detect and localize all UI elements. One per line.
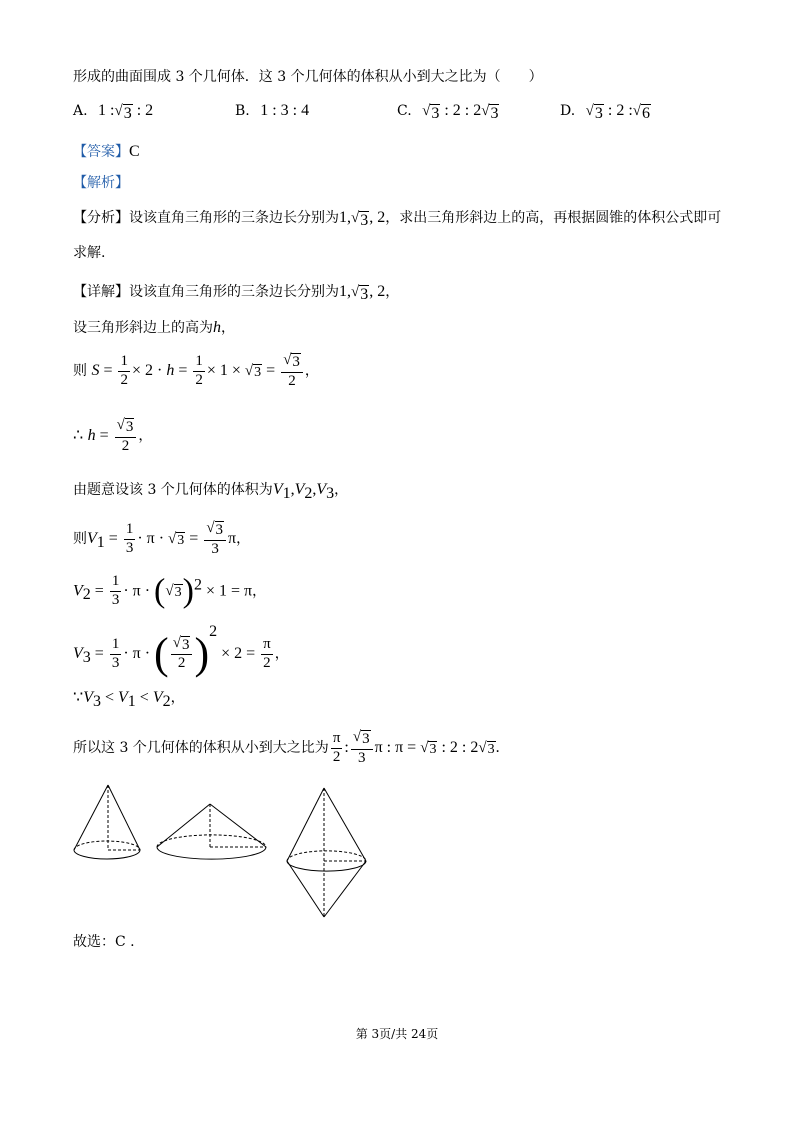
xiangjie-tail: ，: [385, 284, 400, 300]
option-a: A. 1 : √ 3 : 2: [73, 102, 154, 122]
conclusion-tail: .: [495, 739, 500, 757]
v3-formula: $V_3$ = $\frac{1}{3}$ · π · ( √ 3 2 )$^2$ × 2 = $\frac{\pi}{2}$ ，: [73, 623, 289, 678]
option-c-label: C.: [397, 103, 412, 119]
option-a-label: A.: [73, 103, 88, 119]
cone-1: [74, 785, 140, 859]
step-v: 由题意设该 3 个几何体的体积为$V_1,V_2,V_3$，: [73, 481, 349, 502]
cone-3: [287, 788, 366, 917]
option-b-content: 1 : 3 : 4: [260, 102, 310, 119]
v2-formula: $V_2$ = $\frac{1}{3}$ · π · ( √ 3 )$^2$ × 1 = π，: [73, 572, 267, 610]
step-h-var: h: [213, 319, 221, 336]
answer-value: C: [129, 143, 140, 160]
step-h-tail: ，: [221, 320, 235, 336]
option-d-label: D.: [560, 103, 576, 119]
step-s-tail: ，: [304, 363, 319, 380]
option-b: [235, 102, 309, 120]
v2-tail: ，: [252, 583, 267, 600]
final-choice: 故选：C .: [73, 934, 135, 950]
option-d: D. √ 3 : 2 : √ 6: [560, 102, 650, 122]
step-s-prefix: 则: [73, 363, 87, 380]
option-c: C. √ 3 : 2 : 2 √ 3: [397, 102, 499, 122]
fenxi-text-1: 设该直角三角形的三条边长分别为: [129, 210, 339, 226]
fenxi-line-1: 【分析】设该直角三角形的三条边长分别为1, √ 3 , 2，求出三角形斜边上的高，再根据圆锥的体积公式即可: [73, 209, 722, 229]
analysis-tag: 【解析】: [73, 175, 129, 191]
v1-formula: 则$V_1$ = $\frac{1}{3}$ · π · √ 3 = √ 3 3 π，: [73, 520, 251, 557]
step-v-text: 由题意设该 3 个几何体的体积为: [73, 482, 273, 498]
step-h2-prefix: ∴: [73, 427, 84, 445]
v1-tail: ，: [236, 531, 251, 548]
option-b-label: B.: [235, 103, 250, 119]
fenxi-tag: 【分析】: [73, 210, 129, 226]
step-h2: ∴ h = √ 3 2 ，: [73, 417, 153, 454]
xiangjie-text: 设该直角三角形的三条边长分别为: [129, 284, 339, 300]
step-h2-tail: ，: [138, 428, 153, 445]
cone-2: [157, 804, 266, 859]
cones-figure: [60, 775, 390, 925]
page-footer: 第 3页/共 24页: [355, 1027, 439, 1041]
v1-prefix: 则: [73, 531, 87, 548]
fenxi-line-2: 求解.: [73, 245, 106, 261]
answer-line: [73, 141, 140, 161]
step-h: [73, 317, 235, 337]
fenxi-text-2: ，求出三角形斜边上的高，再根据圆锥的体积公式即可: [385, 210, 722, 226]
answer-tag: 【答案】: [73, 144, 129, 160]
conclusion-line: 所以这 3 个几何体的体积从小到大之比为 $\frac{\pi}{2}$ : √ 3 3 π : π = √ 3 : 2 : 2 √ 3 .: [73, 729, 500, 766]
xiangjie-line: 【详解】设该直角三角形的三条边长分别为1, √ 3 , 2，: [73, 283, 400, 303]
step-s: 则 S = $\frac{1}{2}$ × 2 · h = $\frac{1}{2}$ × 1 × √ 3 = √ 3 2 ，: [73, 352, 319, 389]
step-h-text: 设三角形斜边上的高为: [73, 320, 213, 336]
v3-tail: ，: [274, 646, 289, 662]
step-v-tail: ，: [334, 482, 349, 498]
question-tail: 形成的曲面围成 3 个几何体．这 3 个几何体的体积从小到大之比为（ ）: [73, 69, 543, 85]
compare-line: $\because V_3 < V_1 < V_2$，: [73, 689, 185, 710]
conclusion-text: 所以这 3 个几何体的体积从小到大之比为: [73, 740, 329, 757]
compare-tail: ，: [170, 690, 185, 706]
compare-prefix: ∵: [73, 689, 84, 706]
xiangjie-tag: 【详解】: [73, 284, 129, 300]
